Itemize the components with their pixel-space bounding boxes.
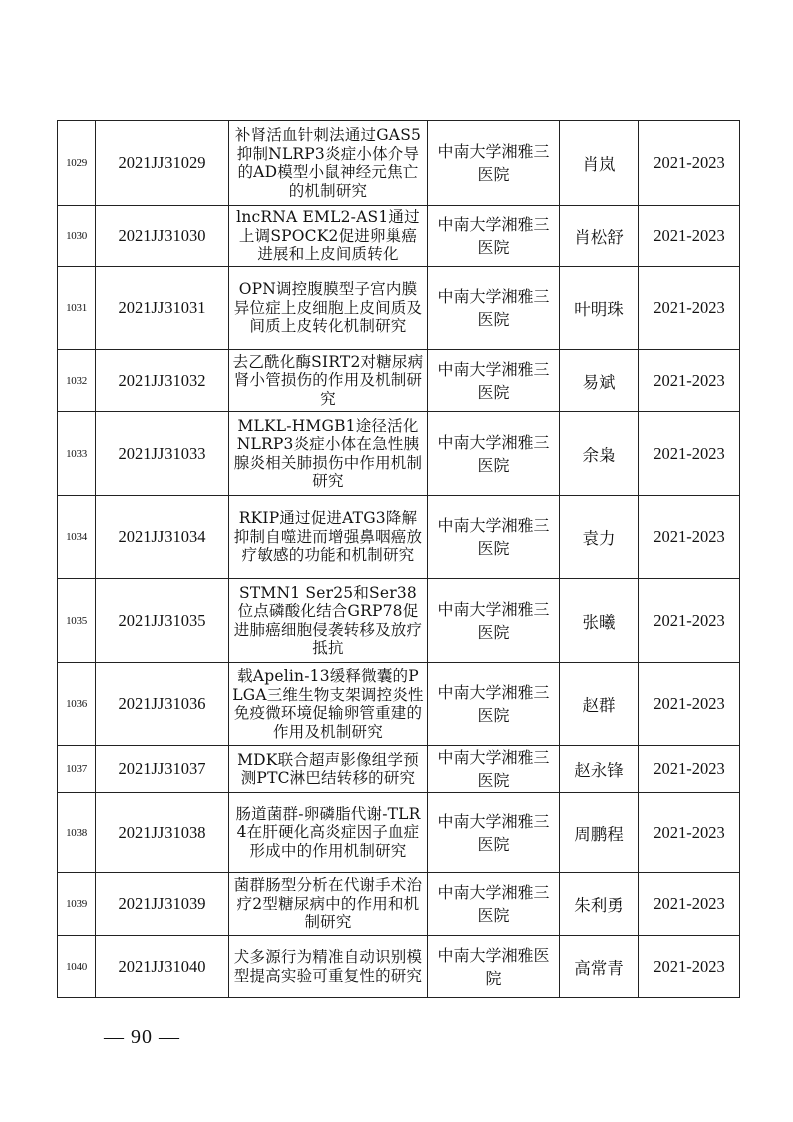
row-number: 1035 xyxy=(58,579,96,663)
institution: 中南大学湘雅三医院 xyxy=(428,746,560,793)
row-number: 1032 xyxy=(58,350,96,412)
project-period: 2021-2023 xyxy=(639,793,740,873)
row-number: 1039 xyxy=(58,873,96,936)
table-row xyxy=(58,496,740,579)
table-row xyxy=(58,121,740,206)
project-title: STMN1 Ser25和Ser38位点磷酸化结合GRP78促进肺癌细胞侵袭转移及放疗抵抗 xyxy=(229,579,428,663)
institution: 中南大学湘雅三医院 xyxy=(428,873,560,936)
institution: 中南大学湘雅三医院 xyxy=(428,496,560,579)
project-title: MDK联合超声影像组学预测PTC淋巴结转移的研究 xyxy=(229,746,428,793)
project-code: 2021JJ31040 xyxy=(96,936,229,998)
project-title: lncRNA EML2-AS1通过上调SPOCK2促进卵巢癌进展和上皮间质转化 xyxy=(229,206,428,267)
institution: 中南大学湘雅三医院 xyxy=(428,267,560,350)
project-leader: 赵群 xyxy=(560,663,639,746)
project-title: RKIP通过促进ATG3降解抑制自噬进而增强鼻咽癌放疗敏感的功能和机制研究 xyxy=(229,496,428,579)
project-leader: 赵永锋 xyxy=(560,746,639,793)
project-leader: 叶明珠 xyxy=(560,267,639,350)
project-leader: 肖松舒 xyxy=(560,206,639,267)
table-row xyxy=(58,412,740,496)
institution: 中南大学湘雅三医院 xyxy=(428,121,560,206)
project-leader: 张曦 xyxy=(560,579,639,663)
table-row xyxy=(58,936,740,998)
project-code: 2021JJ31036 xyxy=(96,663,229,746)
institution: 中南大学湘雅三医院 xyxy=(428,663,560,746)
row-number: 1034 xyxy=(58,496,96,579)
project-period: 2021-2023 xyxy=(639,873,740,936)
table-row xyxy=(58,350,740,412)
grant-table xyxy=(57,120,740,998)
table-row xyxy=(58,873,740,936)
table-row xyxy=(58,206,740,267)
project-period: 2021-2023 xyxy=(639,267,740,350)
row-number: 1033 xyxy=(58,412,96,496)
project-period: 2021-2023 xyxy=(639,746,740,793)
project-title: 载Apelin-13缓释微囊的PLGA三维生物支架调控炎性免疫微环境促输卵管重建的作用及机制研究 xyxy=(229,663,428,746)
project-period: 2021-2023 xyxy=(639,412,740,496)
row-number: 1036 xyxy=(58,663,96,746)
table-row xyxy=(58,267,740,350)
project-code: 2021JJ31029 xyxy=(96,121,229,206)
table-row xyxy=(58,746,740,793)
project-code: 2021JJ31039 xyxy=(96,873,229,936)
project-period: 2021-2023 xyxy=(639,496,740,579)
project-title: 犬多源行为精准自动识别模型提高实验可重复性的研究 xyxy=(229,936,428,998)
project-period: 2021-2023 xyxy=(639,936,740,998)
institution: 中南大学湘雅三医院 xyxy=(428,206,560,267)
project-title: 菌群肠型分析在代谢手术治疗2型糖尿病中的作用和机制研究 xyxy=(229,873,428,936)
page-number: — 90 — xyxy=(104,1026,180,1048)
project-code: 2021JJ31033 xyxy=(96,412,229,496)
table-row xyxy=(58,579,740,663)
project-code: 2021JJ31037 xyxy=(96,746,229,793)
row-number: 1031 xyxy=(58,267,96,350)
project-code: 2021JJ31030 xyxy=(96,206,229,267)
project-period: 2021-2023 xyxy=(639,579,740,663)
project-leader: 袁力 xyxy=(560,496,639,579)
project-period: 2021-2023 xyxy=(639,350,740,412)
project-leader: 高常青 xyxy=(560,936,639,998)
institution: 中南大学湘雅三医院 xyxy=(428,793,560,873)
row-number: 1030 xyxy=(58,206,96,267)
project-title: OPN调控腹膜型子宫内膜异位症上皮细胞上皮间质及间质上皮转化机制研究 xyxy=(229,267,428,350)
institution: 中南大学湘雅三医院 xyxy=(428,579,560,663)
project-leader: 周鹏程 xyxy=(560,793,639,873)
project-leader: 肖岚 xyxy=(560,121,639,206)
project-leader: 余枭 xyxy=(560,412,639,496)
project-leader: 朱利勇 xyxy=(560,873,639,936)
institution: 中南大学湘雅医院 xyxy=(428,936,560,998)
table-row xyxy=(58,793,740,873)
project-period: 2021-2023 xyxy=(639,663,740,746)
project-title: 补肾活血针刺法通过GAS5抑制NLRP3炎症小体介导的AD模型小鼠神经元焦亡的机制研究 xyxy=(229,121,428,206)
project-title: 去乙酰化酶SIRT2对糖尿病肾小管损伤的作用及机制研究 xyxy=(229,350,428,412)
project-code: 2021JJ31034 xyxy=(96,496,229,579)
project-code: 2021JJ31038 xyxy=(96,793,229,873)
project-code: 2021JJ31031 xyxy=(96,267,229,350)
row-number: 1029 xyxy=(58,121,96,206)
project-period: 2021-2023 xyxy=(639,121,740,206)
project-code: 2021JJ31035 xyxy=(96,579,229,663)
project-title: MLKL-HMGB1途径活化NLRP3炎症小体在急性胰腺炎相关肺损伤中作用机制研究 xyxy=(229,412,428,496)
project-code: 2021JJ31032 xyxy=(96,350,229,412)
row-number: 1037 xyxy=(58,746,96,793)
project-period: 2021-2023 xyxy=(639,206,740,267)
project-title: 肠道菌群-卵磷脂代谢-TLR4在肝硬化高炎症因子血症形成中的作用机制研究 xyxy=(229,793,428,873)
project-leader: 易斌 xyxy=(560,350,639,412)
row-number: 1038 xyxy=(58,793,96,873)
institution: 中南大学湘雅三医院 xyxy=(428,350,560,412)
table-row xyxy=(58,663,740,746)
institution: 中南大学湘雅三医院 xyxy=(428,412,560,496)
row-number: 1040 xyxy=(58,936,96,998)
